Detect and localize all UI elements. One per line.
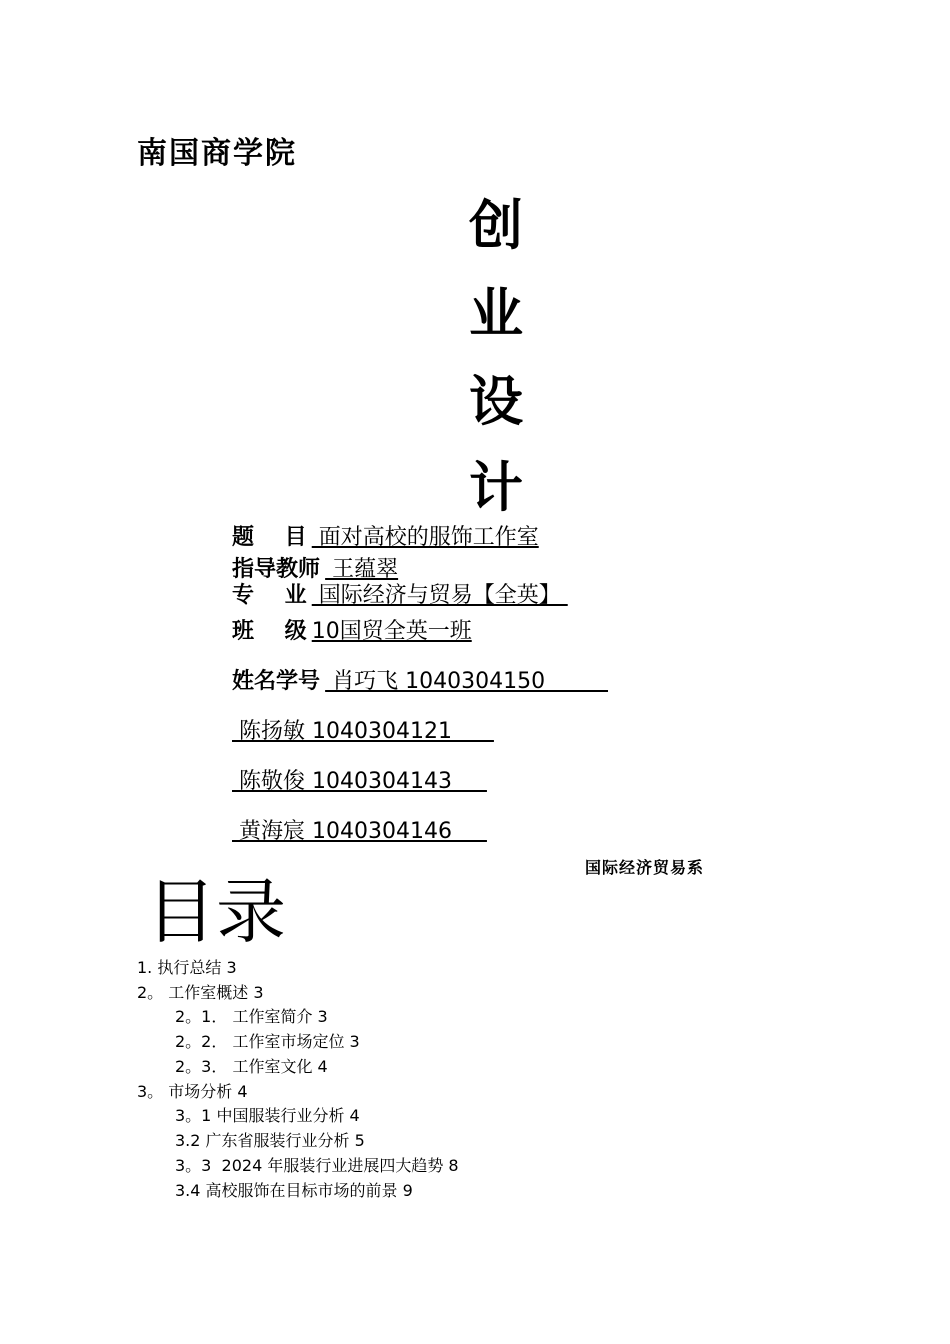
member-1: 肖巧飞 1040304150 bbox=[325, 669, 609, 694]
topic-row bbox=[232, 520, 539, 551]
school-name: 南国商学院 bbox=[137, 136, 297, 171]
name-row bbox=[232, 664, 608, 695]
toc-item[interactable]: 2。1． 工作室简介 3 bbox=[175, 1007, 328, 1026]
toc-item[interactable]: 3.2 广东省服装行业分析 5 bbox=[175, 1131, 365, 1150]
toc-item[interactable]: 3。1 中国服装行业分析 4 bbox=[175, 1106, 360, 1125]
toc-title: 目录 bbox=[146, 871, 286, 953]
toc-item[interactable]: 2。 工作室概述 3 bbox=[137, 983, 264, 1002]
member-2: 陈扬敏 1040304121 bbox=[232, 719, 494, 744]
department: 国际经济贸易系 bbox=[585, 858, 705, 877]
toc-item[interactable]: 3.4 高校服饰在目标市场的前景 9 bbox=[175, 1181, 413, 1200]
member-3: 陈敬俊 1040304143 bbox=[232, 769, 487, 794]
topic-label: 题 目 bbox=[232, 525, 307, 550]
toc-item[interactable]: 2。3． 工作室文化 4 bbox=[175, 1057, 328, 1076]
toc-item[interactable]: 2。2． 工作室市场定位 3 bbox=[175, 1032, 360, 1051]
class-label: 班 级 bbox=[232, 619, 307, 644]
advisor-value: 王蕴翠 bbox=[325, 557, 399, 582]
title-char-1: 创 bbox=[469, 194, 523, 257]
class-row bbox=[232, 614, 472, 645]
member-4: 黄海宸 1040304146 bbox=[232, 819, 487, 844]
topic-value: 面对高校的服饰工作室 bbox=[311, 525, 539, 550]
title-char-2: 业 bbox=[469, 282, 523, 345]
title-char-3: 设 bbox=[469, 370, 523, 433]
toc-item[interactable]: 3。 市场分析 4 bbox=[137, 1082, 248, 1101]
toc-item[interactable]: 1. 执行总结 3 bbox=[137, 958, 237, 977]
major-row bbox=[232, 578, 568, 609]
major-label: 专 业 bbox=[232, 583, 307, 608]
name-label: 姓名学号 bbox=[232, 669, 321, 694]
title-char-4: 计 bbox=[469, 456, 523, 519]
class-value: 10国贸全英一班 bbox=[311, 619, 472, 644]
major-value: 国际经济与贸易【全英】 bbox=[311, 583, 568, 608]
advisor-label: 指导教师 bbox=[232, 557, 321, 582]
toc-item[interactable]: 3。3 2024 年服装行业进展四大趋势 8 bbox=[175, 1156, 459, 1175]
